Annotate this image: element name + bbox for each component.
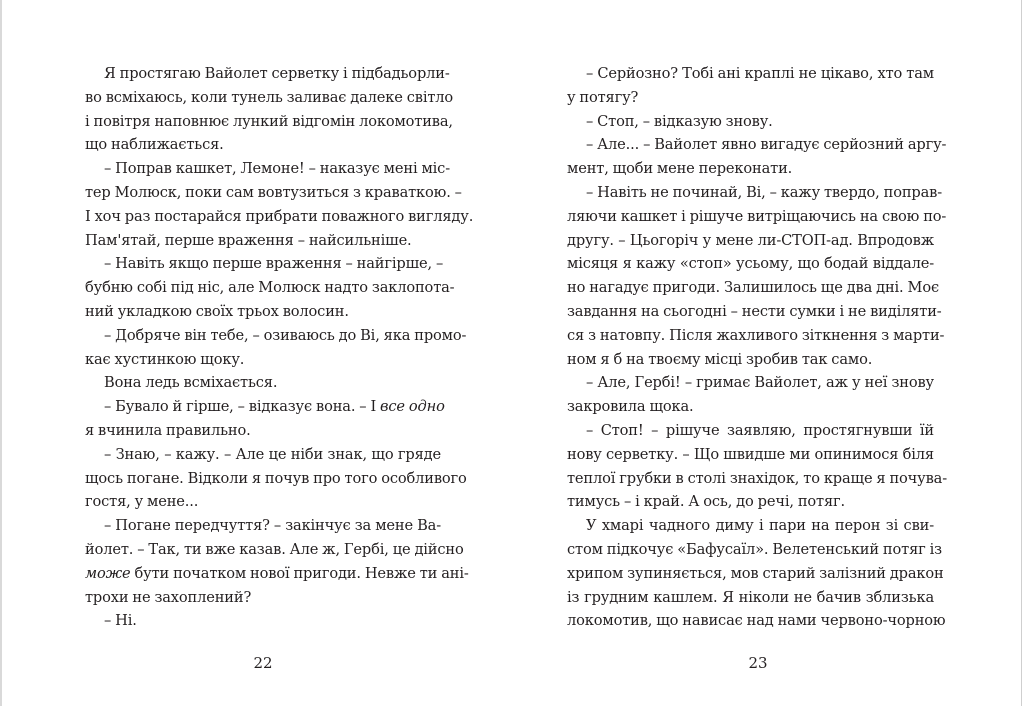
text-line: – Поправ кашкет, Лемоне! – наказує мені міс- xyxy=(104,160,450,178)
text-line: і повітря наповнює лункий відгомін локомотива, xyxy=(85,112,453,130)
right-page-text xyxy=(567,62,948,633)
text-line: йолет. – Так, ти вже казав. Але ж, Гербі, це дійсно xyxy=(85,540,464,558)
text-line: місяця я кажу «стоп» усьому, що бодай віддале- xyxy=(567,255,934,273)
text-line: трохи не захоплений? xyxy=(85,588,252,606)
right-page xyxy=(567,62,948,702)
page-edge-right xyxy=(1021,0,1022,706)
text-line: щось погане. Відколи я почув про того особливого xyxy=(85,469,467,487)
text-line: що наближається. xyxy=(85,136,224,154)
italic-text: все одно xyxy=(380,398,445,416)
text-line: Пам'ятай, перше враження – найсильніше. xyxy=(85,231,412,249)
text-line: тер Молюск, поки сам вовтузиться з краваткою. – xyxy=(85,183,462,201)
text-line: Вона ледь всміхається. xyxy=(104,374,278,392)
text-line: завдання на сьогодні – нести сумки і не виділяти- xyxy=(567,302,942,320)
text-line: ляючи кашкет і рішуче витріщаючись на свою по- xyxy=(567,207,947,225)
text-line: – Стоп! – рішуче заявляю, простягнувши їй xyxy=(586,421,934,439)
text-line: бубню собі під ніс, але Молюск надто заклопота- xyxy=(85,279,455,297)
text-line: ся з натовпу. Після жахливого зіткнення з марти- xyxy=(567,326,945,344)
text-line: кає хустинкою щоку. xyxy=(85,350,245,368)
text-line: У хмарі чадного диму і пари на перон зі сви- xyxy=(586,517,934,535)
text-line: тимусь – і край. А ось, до речі, потяг. xyxy=(567,493,845,511)
text-line: ний укладкою своїх трьох волосин. xyxy=(85,302,349,320)
text-line xyxy=(85,562,469,586)
text-line: ном я б на твоєму місці зробив так само. xyxy=(567,350,873,368)
text-segment: – Бувало й гірше, – відказує вона. – І xyxy=(104,398,381,416)
text-line: другу. – Цьогоріч у мене ли-СТОП-ад. Впродовж xyxy=(567,231,934,249)
text-line: – Але... – Вайолет явно вигадує серйозний аргу- xyxy=(586,136,947,154)
text-line: – Навіть не починай, Ві, – кажу твердо, поправ- xyxy=(586,183,943,201)
text-line: стом підкочує «Бафусаїл». Велетенський потяг із xyxy=(567,540,942,558)
text-line: І хоч раз постарайся прибрати поважного вигляду. xyxy=(85,207,474,225)
text-line: гостя, у мене... xyxy=(85,493,199,511)
italic-text: може xyxy=(85,564,131,582)
text-line: із грудним кашлем. Я ніколи не бачив зблизька xyxy=(567,588,934,606)
text-line: я вчинила правильно. xyxy=(85,421,251,439)
text-line: – Знаю, – кажу. – Але це ніби знак, що гряде xyxy=(104,445,441,463)
page-number-left: 22 xyxy=(253,654,273,672)
text-line xyxy=(85,395,445,419)
text-line: локомотив, що нависає над нами червоно-чорною xyxy=(567,612,946,630)
text-line: хрипом зупиняється, мов старий залізний дракон xyxy=(567,564,944,582)
text-line: мент, щоби мене переконати. xyxy=(567,160,793,178)
text-line: но нагадує пригоди. Залишилось ще два дні. Моє xyxy=(567,279,939,297)
text-line: – Серйозно? Тобі ані краплі не цікаво, хто там xyxy=(586,65,934,82)
left-page-text xyxy=(85,62,474,633)
text-line: во всміхаюсь, коли тунель заливає далеке світло xyxy=(85,88,454,106)
text-line: Я простягаю Вайолет серветку і підбадьорли- xyxy=(104,65,450,82)
text-line: – Добряче він тебе, – озиваюсь до Ві, яка промо- xyxy=(104,326,467,344)
text-line: – Стоп, – відказую знову. xyxy=(586,112,773,130)
text-line: – Навіть якщо перше враження – найгірше, – xyxy=(104,255,444,273)
text-line: закровила щока. xyxy=(567,398,694,416)
text-line: у потягу? xyxy=(567,88,639,106)
text-line: теплої грубки в столі знахідок, то краще я почува- xyxy=(567,469,948,487)
page-number-right: 23 xyxy=(748,654,768,672)
text-segment: бути початком нової пригоди. Невже ти ані- xyxy=(130,564,469,582)
text-line: – Але, Гербі! – гримає Вайолет, аж у неї знову xyxy=(586,374,934,392)
text-line: нову серветку. – Що швидше ми опинимося біля xyxy=(567,445,934,463)
left-page xyxy=(85,62,474,702)
text-line: – Ні. xyxy=(104,612,137,630)
page-edge-left xyxy=(0,0,2,706)
text-line: – Погане передчуття? – закінчує за мене Ва- xyxy=(104,517,441,535)
